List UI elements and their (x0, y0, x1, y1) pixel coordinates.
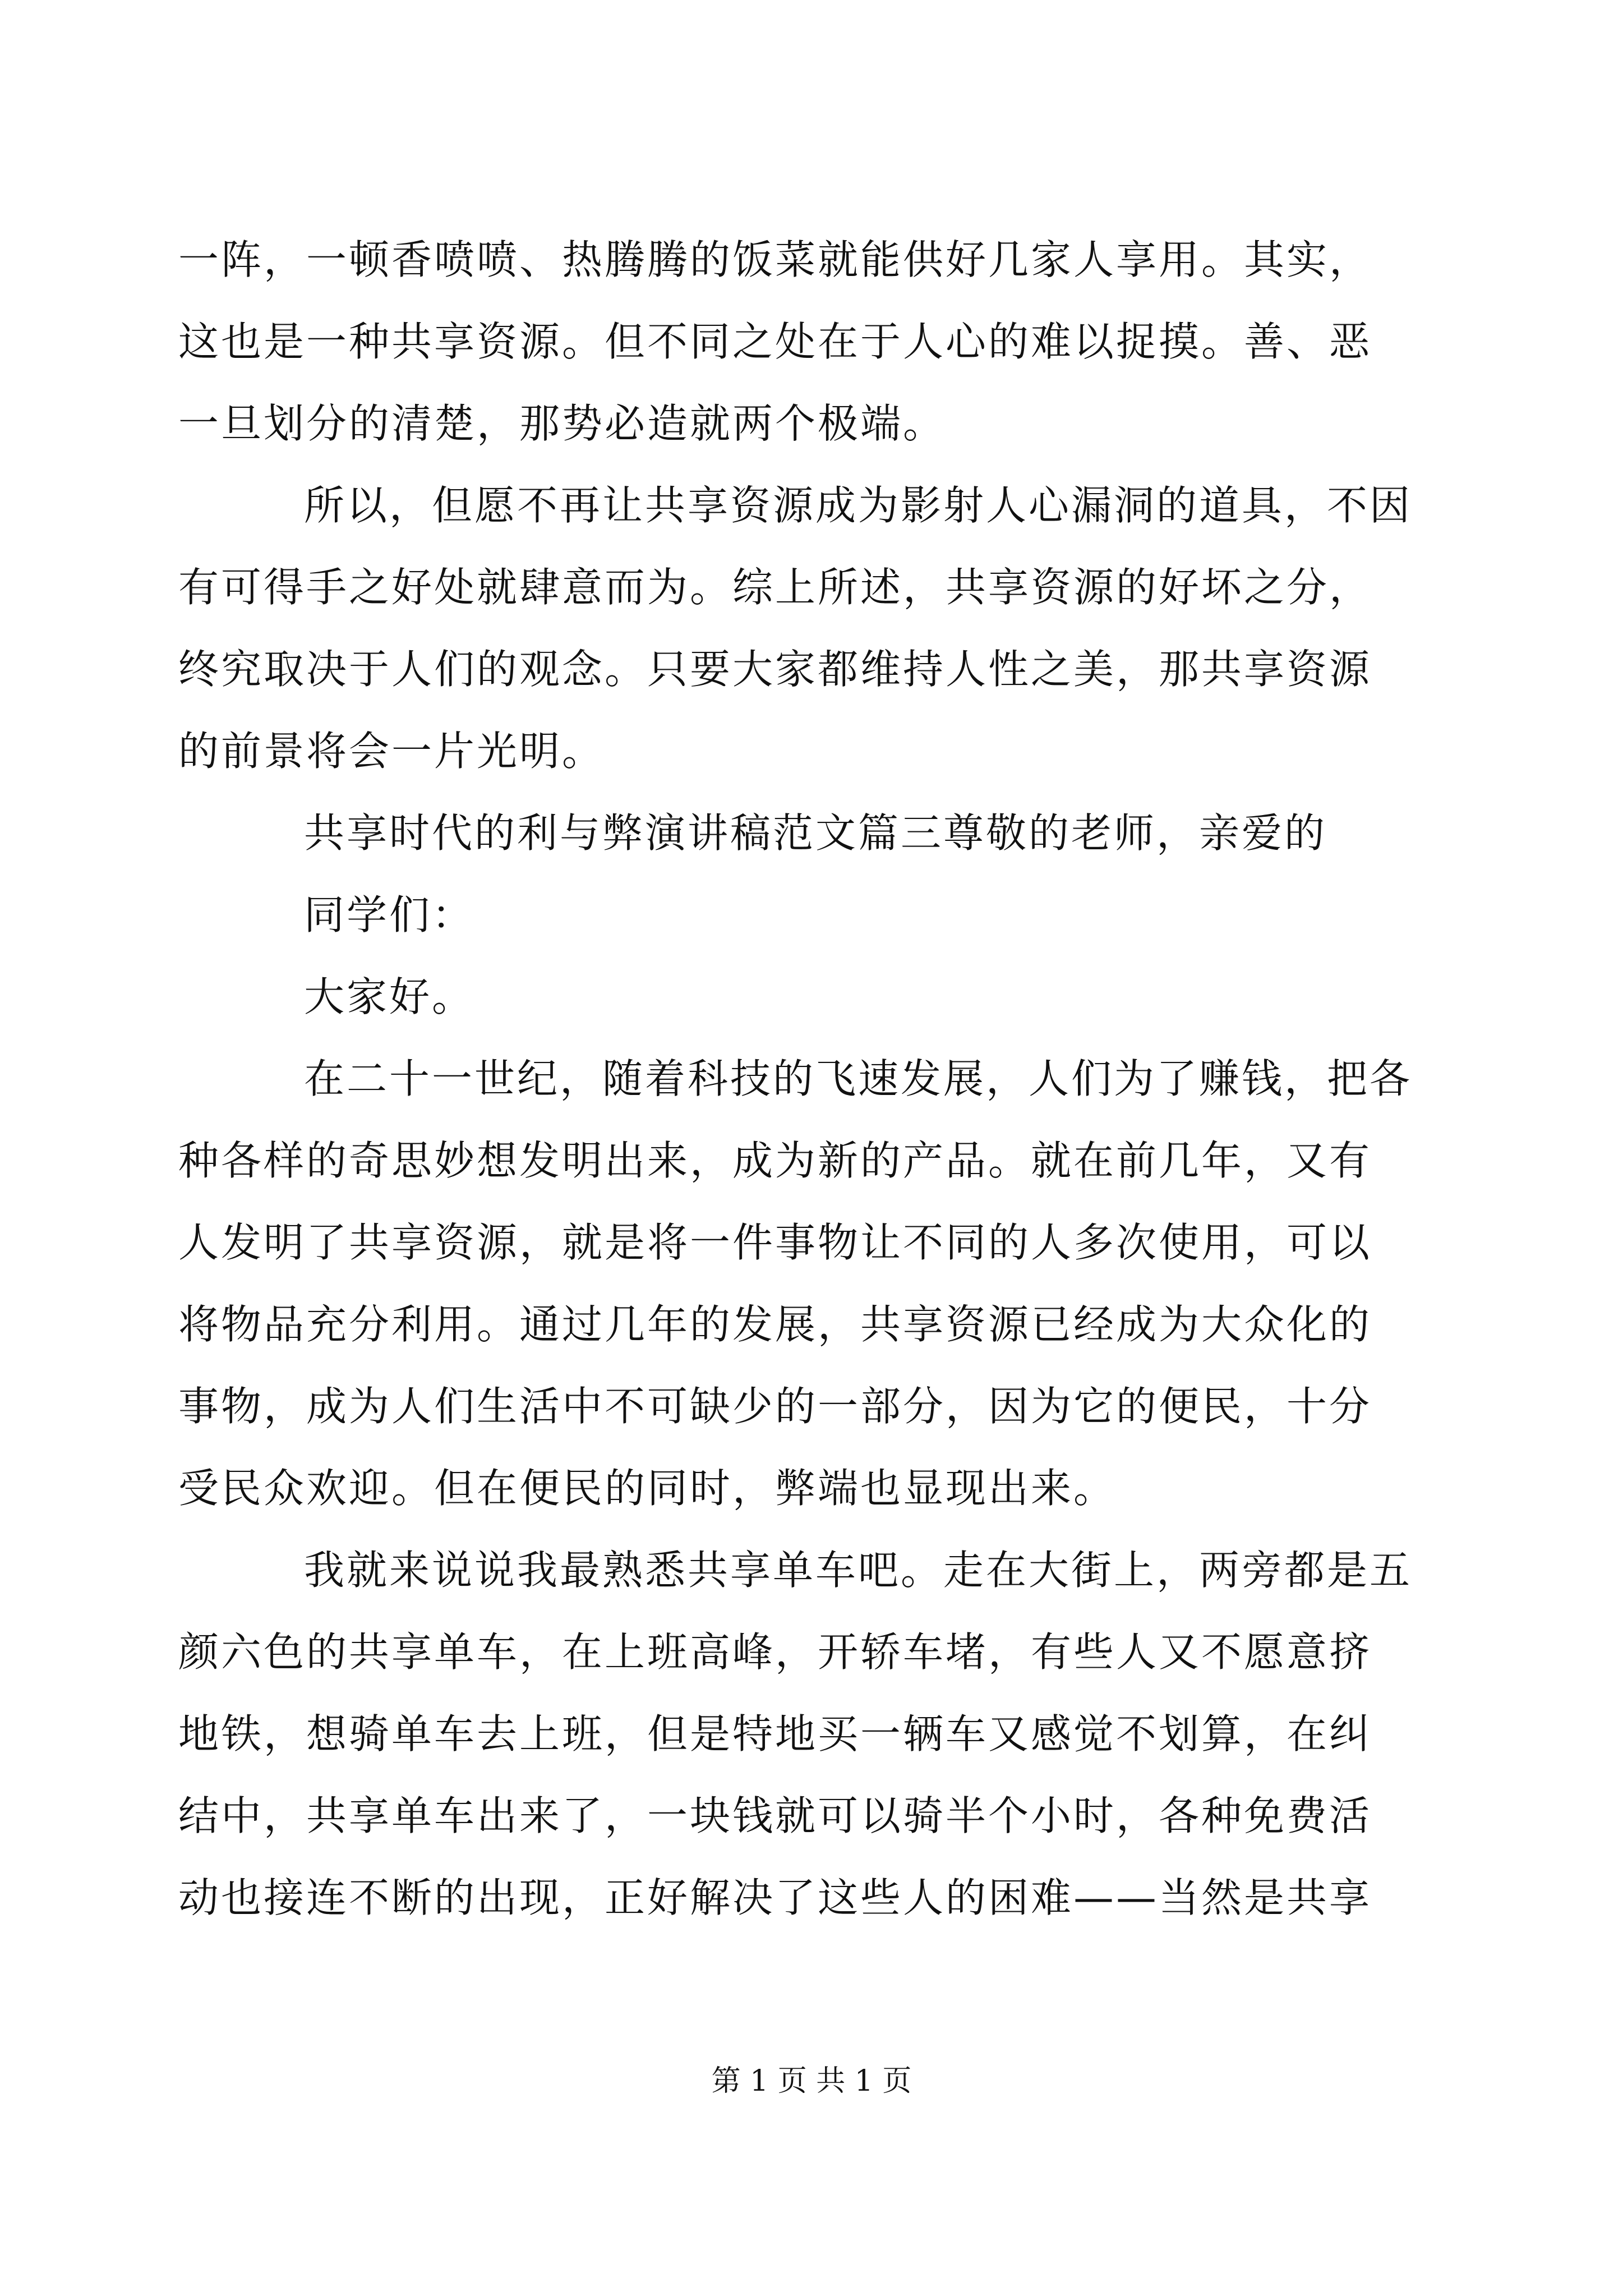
text-line: 在二十一世纪，随着科技的飞速发展，人们为了赚钱，把各 (304, 1055, 1413, 1102)
text-line: 动也接连不断的出现，正好解决了这些人的困难——当然是共享 (178, 1874, 1372, 1921)
text-line: 的前景将会一片光明。 (178, 728, 605, 775)
text-line: 所以，但愿不再让共享资源成为影射人心漏洞的道具，不因 (304, 482, 1413, 529)
text-line: 大家好。 (304, 973, 475, 1020)
text-line: 人发明了共享资源，就是将一件事物让不同的人多次使用，可以 (178, 1219, 1372, 1266)
text-line: 将物品充分利用。通过几年的发展，共享资源已经成为大众化的 (178, 1301, 1372, 1348)
text-line: 终究取决于人们的观念。只要大家都维持人性之美，那共享资源 (178, 646, 1372, 693)
text-line: 一旦划分的清楚，那势必造就两个极端。 (178, 400, 946, 447)
text-line: 受民众欢迎。但在便民的同时，弊端也显现出来。 (178, 1465, 1117, 1512)
text-line: 这也是一种共享资源。但不同之处在于人心的难以捉摸。善、恶 (178, 318, 1372, 365)
text-line: 同学们： (304, 891, 475, 938)
text-line: 我就来说说我最熟悉共享单车吧。走在大街上，两旁都是五 (304, 1547, 1413, 1594)
text-line: 共享时代的利与弊演讲稿范文篇三尊敬的老师，亲爱的 (304, 809, 1327, 857)
text-line: 地铁，想骑单车去上班，但是特地买一辆车又感觉不划算，在纠 (178, 1710, 1372, 1757)
text-line: 有可得手之好处就肆意而为。综上所述，共享资源的好坏之分， (178, 564, 1372, 611)
text-line: 颜六色的共享单车，在上班高峰，开轿车堵，有些人又不愿意挤 (178, 1628, 1372, 1676)
text-line: 结中，共享单车出来了，一块钱就可以骑半个小时，各种免费活 (178, 1792, 1372, 1839)
page-footer: 第 1 页 共 1 页 (711, 2064, 912, 2098)
text-line: 事物，成为人们生活中不可缺少的一部分，因为它的便民，十分 (178, 1383, 1372, 1430)
text-line: 一阵，一顿香喷喷、热腾腾的饭菜就能供好几家人享用。其实， (178, 236, 1372, 283)
document-body (178, 219, 1446, 1939)
text-line: 种各样的奇思妙想发明出来，成为新的产品。就在前几年，又有 (178, 1137, 1372, 1184)
